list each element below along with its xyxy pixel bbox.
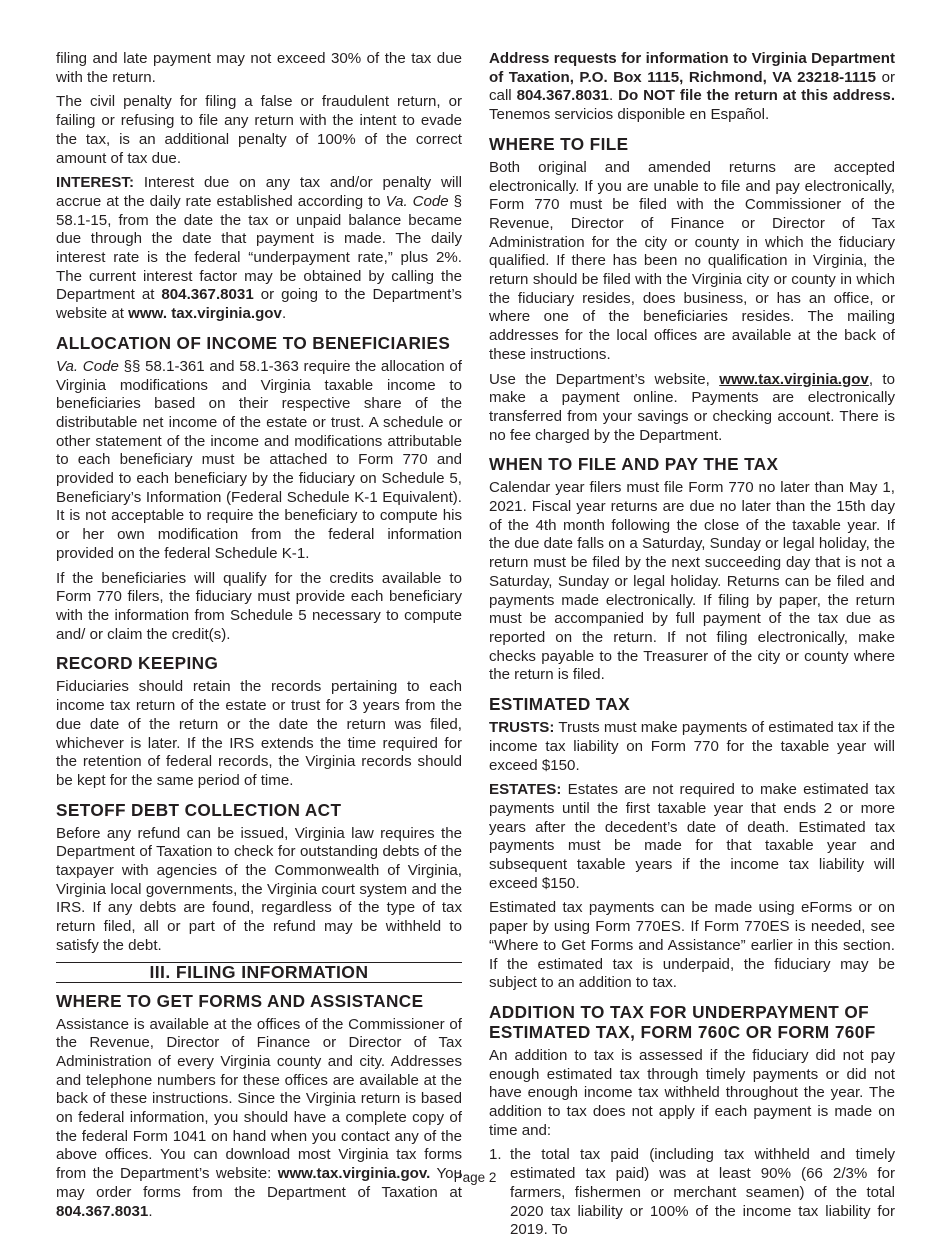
heading-addition-to-tax: ADDITION TO TAX FOR UNDERPAYMENT OF ESTIMATED TAX, FORM 760C OR FORM 760F xyxy=(489,1001,876,1042)
allocation-paragraph: Va. Code §§ 58.1-361 and 58.1-363 require the allocation of Virginia modifications and Virginia taxable income to beneficiaries based on their respective share of the distributable net income of the estate or trust. A schedule or other statement of the income and modifications attributable to each beneficiary must be attached to Form 770 and provided to each beneficiary by the fiduciary on Schedule 5, Beneficiary’s Information (Federal Schedule K-1 Equivalent). It is not acceptable to require the beneficiary to compute his or her own modification from the federal information provided on the federal Schedule K-1. xyxy=(56,357,462,562)
interest-paragraph: INTEREST: Interest due on any tax and/or penalty will accrue at the daily rate established according to Va. Code § 58.1-15, from the date the tax or unpaid balance became due through the date that payment is made. The daily interest rate is the federal “underpayment rate,” plus 2%. The current interest factor may be obtained by calling the Department at 804.367.8031 or going to the Department’s website at www. tax.virginia.gov. xyxy=(56,174,462,323)
when-to-file-paragraph: Calendar year filers must file Form 770 no later than May 1, 2021. Fiscal year returns are due no later than the 15th day of the 4th month following the close of the taxable year. If the due date falls on a Saturday, Sunday or legal holiday, the return must be filed by the next succeeding day that is not a Saturday, Sunday or legal holiday. Returns can be filed and payments made electronically. If filing by paper, the return must be accompanied by full payment of the tax due as reported on the return. If not filing electronically, make checks payable to the Treasurer of the city or county where the return is filed. xyxy=(489,479,895,684)
interest-label: INTEREST: xyxy=(56,174,134,192)
va-code-citation: Va. Code xyxy=(56,357,119,375)
conditions-list xyxy=(489,1146,895,1240)
forms-assistance-paragraph: Assistance is available at the offices of the Commissioner of the Revenue, Director of Finance or Director of Tax Administration of every Virginia county and city. Addresses and telephone numbers for these offices are available at the back of these instructions. Since the Virginia return is based on federal information, you should have a complete copy of the federal Form 1041 on hand when you contact any of the above offices. You can download most Virginia tax forms from the Department’s website: www.tax.virginia.gov. You may order forms from the Department of Taxation at 804.367.8031. xyxy=(56,1015,462,1220)
address-text: Address requests for information to Virginia Department of Taxation, P.O. Box 1115, Richmond, VA 23218-1115 xyxy=(489,50,895,86)
heading-allocation-of-income: ALLOCATION OF INCOME TO BENEFICIARIES xyxy=(56,332,451,353)
forms-website-link[interactable]: www.tax.virginia.gov. xyxy=(277,1165,431,1183)
addition-to-tax-paragraph: An addition to tax is assessed if the fiduciary did not pay enough estimated tax through timely payments or did not have enough income tax withheld throughout the year. The addition to tax does not apply if each payment is made on time and: xyxy=(489,1046,895,1139)
left-column xyxy=(56,50,462,1227)
do-not-file-warning: Do NOT file the return at this address. xyxy=(618,87,896,105)
department-phone: 804.367.8031 xyxy=(161,286,254,304)
address-phone: 804.367.8031 xyxy=(516,87,609,105)
beneficiary-credits-paragraph: If the beneficiaries will qualify for the credits available to Form 770 filers, the fiduciary must provide each beneficiary with the information from Schedule 5 necessary to compute and/ or claim the credit(s). xyxy=(56,569,462,643)
penalty-continuation-paragraph: filing and late payment may not exceed 30% of the tax due with the return. xyxy=(56,50,462,86)
online-payment-paragraph: Use the Department’s website, www.tax.virginia.gov, to make a payment online. Payments are electronically transferred from your savings or checking account. There is no fee charged by the Department. xyxy=(489,370,895,444)
right-column xyxy=(489,50,895,1240)
where-to-file-paragraph: Both original and amended returns are accepted electronically. If you are unable to file and pay electronically, Form 770 must be filed with the Commissioner of the Revenue, Director of Finance or Director of Tax Administration for the city or county in which the fiduciary qualified. If there has been no qualification in Virginia, the return should be filed with the Virginia city or county in which the fiduciary resides, does business, or has an office, or where one of the beneficiaries resides. The mailing addresses for the local offices are available at the back of these instructions. xyxy=(489,158,895,363)
department-website-link[interactable]: www. tax.virginia.gov xyxy=(128,305,282,323)
estimated-payments-paragraph: Estimated tax payments can be made using eForms or on paper by using Form 770ES. If Form 770ES is needed, see “Where to Get Forms and Assistance” earlier in this section. If the estimated tax is underpaid, the fiduciary may be subject to an addition to tax. xyxy=(489,899,895,992)
heading-where-to-file: WHERE TO FILE xyxy=(489,133,629,154)
estates-paragraph: ESTATES: Estates are not required to make estimated tax payments until the first taxable year that ends 2 or more years after the decedent’s date of death. Estimated tax payments must be made for that taxable year and subsequent taxable years if the income tax liability will exceed $150. xyxy=(489,781,895,892)
page-number: Page 2 xyxy=(453,1170,497,1185)
heading-setoff-debt-collection: SETOFF DEBT COLLECTION ACT xyxy=(56,799,342,820)
forms-phone: 804.367.8031 xyxy=(56,1202,149,1220)
address-requests-paragraph: Address requests for information to Virginia Department of Taxation, P.O. Box 1115, Richmond, VA 23218-1115 or call 804.367.8031. Do NOT file the return at this address. Tenemos servicios disponible en Español. xyxy=(489,50,896,124)
heading-estimated-tax: ESTIMATED TAX xyxy=(489,694,631,715)
trusts-paragraph: TRUSTS: Trusts must make payments of estimated tax if the income tax liability on Form 770 for the taxable year will exceed $150. xyxy=(489,719,895,774)
setoff-paragraph: Before any refund can be issued, Virginia law requires the Department of Taxation to check for outstanding debts of the taxpayer with agencies of the Commonwealth of Virginia, Virginia local governments, the Virginia court system and the IRS. If any debts are found, regardless of the type of tax return filed, all or part of the refund may be withheld to satisfy the debt. xyxy=(56,824,462,954)
payment-website-link[interactable]: www.tax.virginia.gov xyxy=(719,370,869,388)
list-item-text: the total tax paid (including tax withheld and timely estimated tax paid) was at least 90% (66 2/3% for farmers, fishermen or merchant seamen) of the total 2020 tax liability or 100% of the income tax liability for 2019. To xyxy=(510,1146,895,1239)
heading-where-to-get-forms: WHERE TO GET FORMS AND ASSISTANCE xyxy=(56,990,424,1011)
va-code-citation: Va. Code xyxy=(385,192,449,210)
list-item-number: 1. xyxy=(489,1146,502,1164)
heading-when-to-file: WHEN TO FILE AND PAY THE TAX xyxy=(489,454,779,475)
estates-label: ESTATES: xyxy=(489,781,562,799)
section-title-filing-information: III. FILING INFORMATION xyxy=(56,962,462,983)
record-keeping-paragraph: Fiduciaries should retain the records pertaining to each income tax return of the estate or trust for 3 years from the due date of the return or the date the return was filed, whichever is later. If the IRS extends the time required for the retention of federal records, the Virginia records should be kept for the same period of time. xyxy=(56,678,462,789)
trusts-label: TRUSTS: xyxy=(489,719,555,737)
list-item xyxy=(489,1146,895,1240)
civil-penalty-paragraph: The civil penalty for filing a false or fraudulent return, or failing or refusing to file any return with the intent to evade the tax, is an additional penalty of 100% of the correct amount of tax due. xyxy=(56,93,462,167)
heading-record-keeping: RECORD KEEPING xyxy=(56,653,219,674)
